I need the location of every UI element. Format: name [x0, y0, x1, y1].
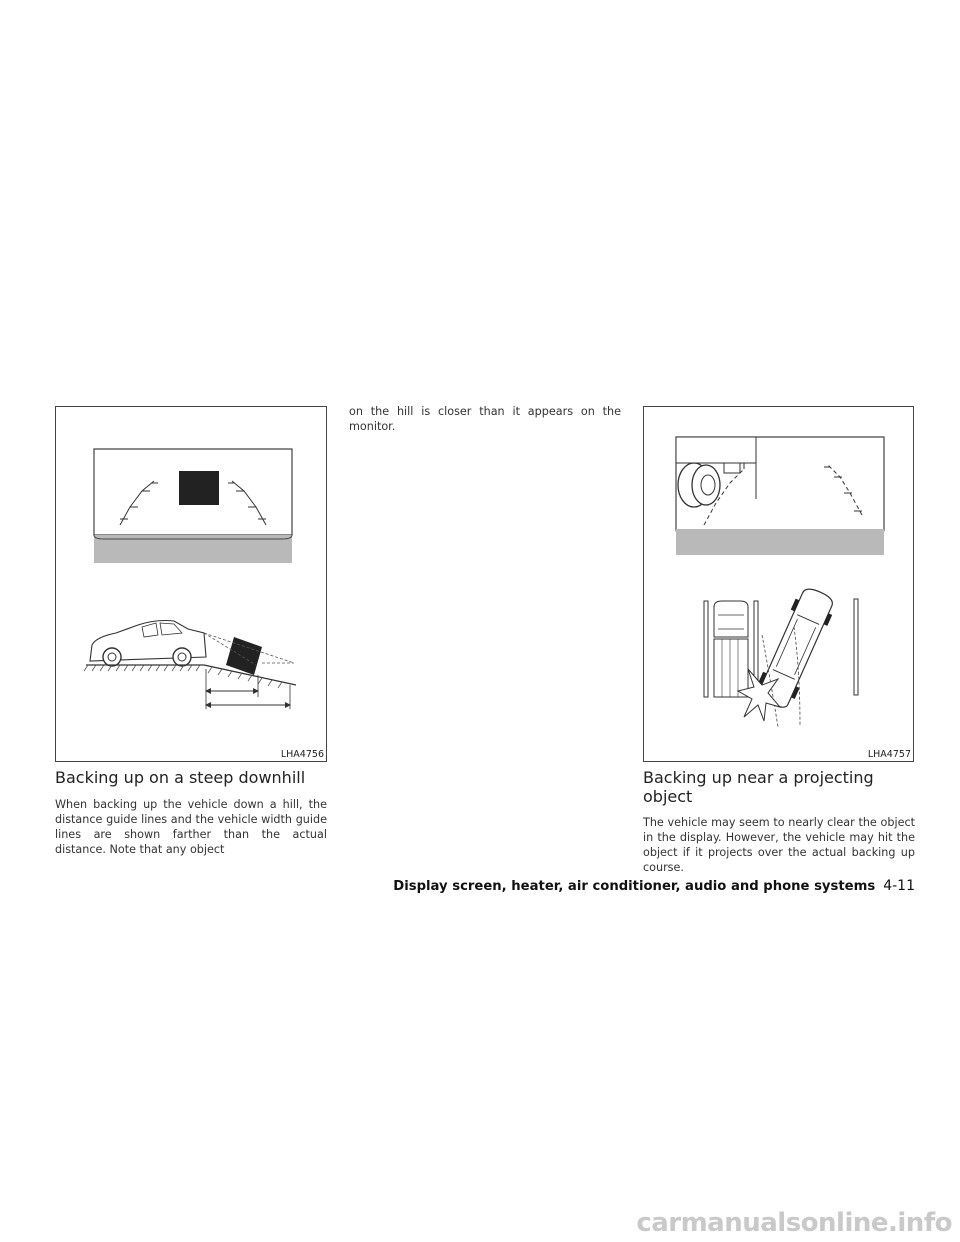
- page-footer: [390, 878, 915, 894]
- watermark: carmanualsonline.info: [636, 1208, 952, 1238]
- slope-object: [226, 637, 262, 675]
- body-text-downhill: When backing up the vehicle down a hill, the distance guide lines and the vehicle width guide lines are shown farther than the actual distance. Note that any object: [55, 798, 327, 856]
- section-heading-downhill: Backing up on a steep downhill: [55, 768, 306, 787]
- figure-projecting-object: [643, 406, 914, 762]
- body-text-projecting-object: The vehicle may seem to nearly clear the object in the display. However, the vehicle may hit the object if it projects over the actual backing up course.: [643, 816, 915, 874]
- footer-section-title: Display screen, heater, air conditioner, audio and phone systems: [393, 879, 876, 894]
- car-side-view: [90, 621, 206, 667]
- ground-slope: [86, 665, 296, 685]
- projecting-object-illustration: [644, 407, 913, 761]
- figure-steep-downhill: [55, 406, 327, 762]
- figure-code: LHA4756: [280, 749, 324, 760]
- page-number: 4-11: [883, 878, 915, 894]
- figure-code: LHA4757: [867, 749, 911, 760]
- section-heading-projecting-object: Backing up near a projecting object: [643, 768, 874, 806]
- ground-band: [676, 529, 884, 555]
- parked-truck-top-view: [714, 601, 748, 697]
- object-block: [179, 471, 219, 505]
- body-text-downhill-continued: on the hill is closer than it appears on the monitor.: [349, 405, 621, 433]
- steep-downhill-illustration: [56, 407, 326, 761]
